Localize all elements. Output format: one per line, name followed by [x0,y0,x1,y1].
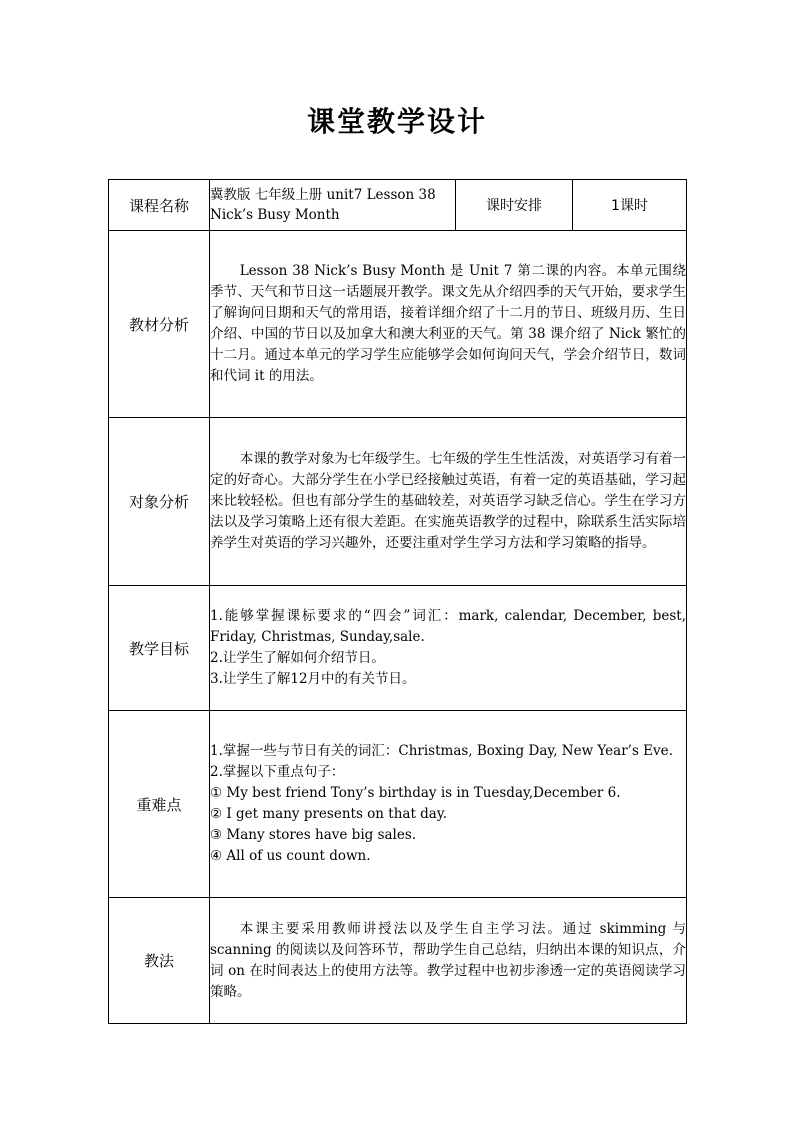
goals-line: 1.能够掌握课标要求的“四会”词汇：mark, calendar, December, best, Friday, Christmas, Sunday,sale. [210,608,686,645]
page-title: 课堂教学设计 [306,105,487,138]
audience-row [109,418,687,586]
goals-row [109,586,687,711]
course-label: 课程名称 [109,180,210,231]
method-label: 教法 [109,898,210,1024]
goals-line: 3.让学生了解12月中的有关节日。 [210,671,416,687]
key-points-line: ④ All of us count down. [210,848,371,864]
audience-label: 对象分析 [109,418,210,586]
course-row [109,180,687,231]
key-points-line: 1.掌握一些与节日有关的词汇：Christmas, Boxing Day, New Year’s Eve. [210,743,673,759]
material-cell [210,231,687,418]
key-points-row [109,711,687,898]
key-points-line: 2.掌握以下重点句子： [210,764,345,780]
method-row [109,898,687,1024]
goals-label: 教学目标 [109,586,210,711]
course-name: 冀教版 七年级上册 unit7 Lesson 38 Nick’s Busy Month [210,180,456,231]
material-row [109,231,687,418]
key-points-line: ② I get many presents on that day. [210,806,447,822]
key-points-line: ③ Many stores have big sales. [210,827,417,843]
key-points-line: ① My best friend Tony’s birthday is in Tuesday,December 6. [210,785,621,801]
goals-line: 2.让学生了解如何介绍节日。 [210,650,385,666]
material-text: Lesson 38 Nick’s Busy Month 是 Unit 7 第二课的内容。本单元围绕季节、天气和节日这一话题展开教学。课文先从介绍四季的天气开始，要求学生了解询问日期和天气的常用语，接着详细介绍了十二月的节日、班级月历、生日介绍、中国的节日以及加拿大和澳大利亚的天气。第 38 课介绍了 Nick 繁忙的十二月。通过本单元的学习学生应能够学会如何询问天气，学会介绍节日，数词和代词 it 的用法。 [210,263,686,384]
audience-cell [210,418,687,586]
schedule-value: 1课时 [573,180,687,231]
lesson-plan-table [108,179,687,1024]
method-text: 本课主要采用教师讲授法以及学生自主学习法。通过 skimming 与 scanning 的阅读以及问答环节，帮助学生自己总结，归纳出本课的知识点，介词 on 在时间表达上的使用方法等。教学过程中也初步渗透一定的英语阅读学习策略。 [210,920,686,1000]
method-cell [210,898,687,1024]
key-points-cell [210,711,687,898]
audience-text: 本课的教学对象为七年级学生。七年级的学生生性活泼，对英语学习有着一定的好奇心。大部分学生在小学已经接触过英语，有着一定的英语基础，学习起来比较轻松。但也有部分学生的基础较差，对英语学习缺乏信心。学生在学习方法以及学习策略上还有很大差距。在实施英语教学的过程中，除联系生活实际培养学生对英语的学习兴趣外，还要注重对学生学习方法和学习策略的指导。 [210,451,686,551]
key-points-label: 重难点 [109,711,210,898]
schedule-label: 课时安排 [456,180,573,231]
goals-cell [210,586,687,711]
material-label: 教材分析 [109,231,210,418]
